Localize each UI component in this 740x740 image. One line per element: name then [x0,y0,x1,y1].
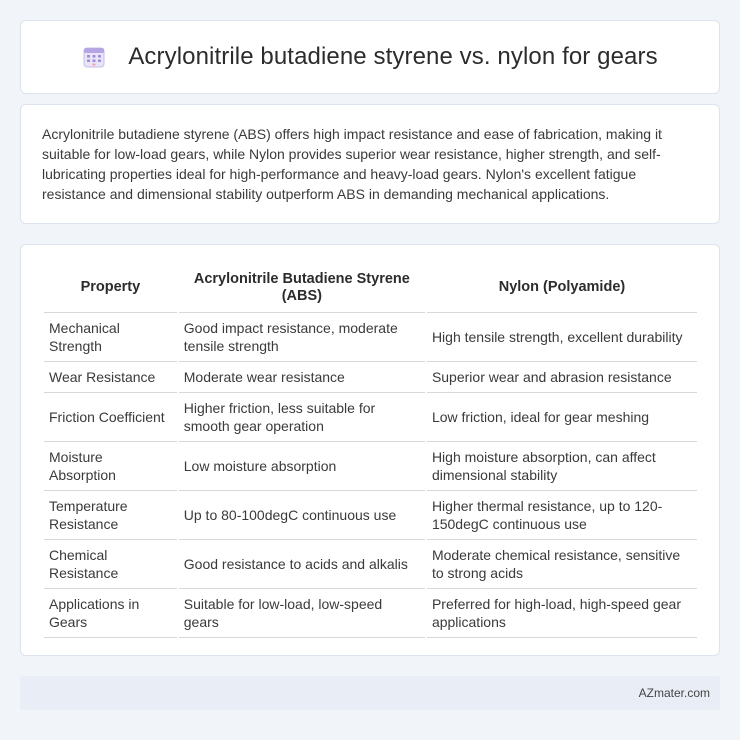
row-nylon-value: Preferred for high-load, high-speed gear applications [427,589,697,638]
row-abs-value: Moderate wear resistance [179,362,425,393]
row-abs-value: Suitable for low-load, low-speed gears [179,589,425,638]
table-header-row [44,263,697,313]
row-abs-value: Good impact resistance, moderate tensile strength [179,313,425,362]
row-nylon-value: Higher thermal resistance, up to 120-150degC continuous use [427,491,697,540]
table-row [44,313,697,362]
row-nylon-value: Low friction, ideal for gear meshing [427,393,697,442]
footer-brand-link[interactable]: AZmater.com [638,686,710,700]
row-nylon-value: Moderate chemical resistance, sensitive to strong acids [427,540,697,589]
title-card [20,20,720,94]
row-abs-value: Up to 80-100degC continuous use [179,491,425,540]
row-nylon-value: High tensile strength, excellent durability [427,313,697,362]
row-property: Moisture Absorption [44,442,177,491]
table-row [44,540,697,589]
page-title: Acrylonitrile butadiene styrene vs. nylon for gears [128,43,658,70]
row-abs-value: Good resistance to acids and alkalis [179,540,425,589]
row-abs-value: Higher friction, less suitable for smooth gear operation [179,393,425,442]
footer-bar [20,676,720,710]
intro-paragraph: Acrylonitrile butadiene styrene (ABS) offers high impact resistance and ease of fabrication, making it suitable for low-load gears, while Nylon provides superior wear resistance, higher strength, and self-lubricating properties ideal for high-performance and heavy-load gears. Nylon's excellent fatigue resistance and dimensional stability outperform ABS in demanding mechanical applications. [42,126,662,202]
row-property: Mechanical Strength [44,313,177,362]
table-row [44,589,697,638]
comparison-table [42,263,699,638]
row-property: Temperature Resistance [44,491,177,540]
calendar-icon [82,45,106,69]
row-property: Chemical Resistance [44,540,177,589]
row-nylon-value: High moisture absorption, can affect dimensional stability [427,442,697,491]
table-row [44,362,697,393]
row-abs-value: Low moisture absorption [179,442,425,491]
row-property: Friction Coefficient [44,393,177,442]
row-property: Applications in Gears [44,589,177,638]
row-property: Wear Resistance [44,362,177,393]
header-nylon: Nylon (Polyamide) [427,263,697,313]
row-nylon-value: Superior wear and abrasion resistance [427,362,697,393]
table-row [44,491,697,540]
table-row [44,393,697,442]
header-abs: Acrylonitrile Butadiene Styrene (ABS) [179,263,425,313]
intro-card [20,104,720,224]
header-property: Property [44,263,177,313]
comparison-table-card [20,244,720,656]
table-row [44,442,697,491]
